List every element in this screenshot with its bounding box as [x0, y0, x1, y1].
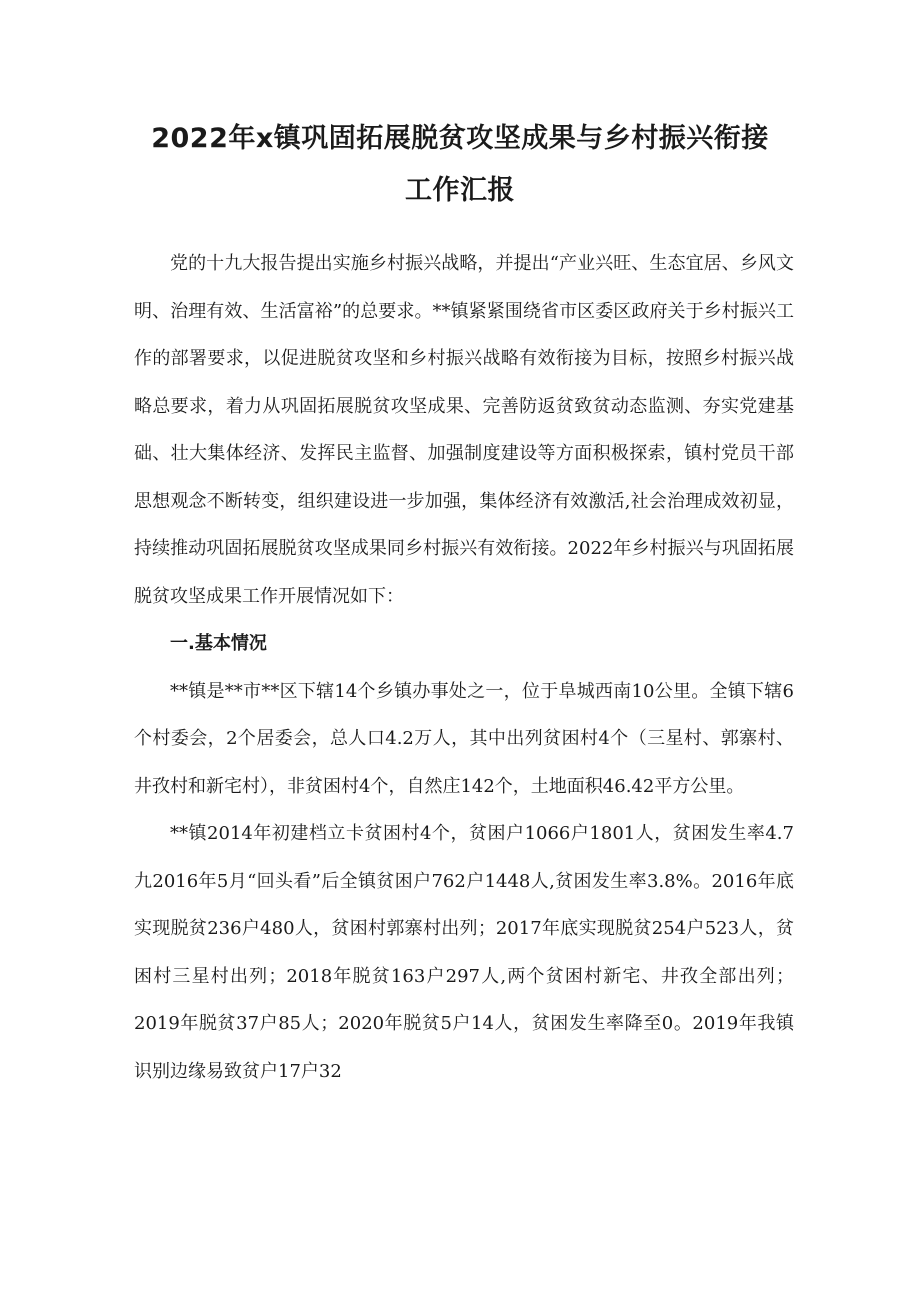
paragraph-intro: 党的十九大报告提出实施乡村振兴战略，并提出“产业兴旺、生态宜居、乡风文明、治理有效、生活富裕”的总要求。**镇紧紧围绕省市区委区政府关于乡村振兴工作的部署要求，以促进脱贫攻坚和乡村振兴战略有效衔接为目标，按照乡村振兴战略总要求，着力从巩固拓展脱贫攻坚成果、完善防返贫致贫动态监测、夯实党建基础、壮大集体经济、发挥民主监督、加强制度建设等方面积极探索，镇村党员干部思想观念不断转变，组织建设进一步加强，集体经济有效激活,社会治理成效初显，持续推动巩固拓展脱贫攻坚成果同乡村振兴有效衔接。2022年乡村振兴与巩固拓展脱贫攻坚成果工作开展情况如下： [134, 253, 794, 607]
paragraph-town-overview: **镇是**市**区下辖14个乡镇办事处之一，位于阜城西南10公里。全镇下辖6个村委会，2个居委会，总人口4.2万人，其中出列贫困村4个（三星村、郭寨村、井孜村和新宅村），非贫困村4个，自然庄142个，土地面积46.42平方公里。 [134, 680, 794, 797]
section-heading-basic-situation: 一.基本情况 [170, 633, 267, 654]
document-body [134, 240, 794, 1095]
document-title-line-2: 工作汇报 [405, 175, 515, 206]
paragraph-poverty-statistics: **镇2014年初建档立卡贫困村4个，贫困户1066户1801人，贫困发生率4.7九2016年5月“回头看”后全镇贫困户762户1448人,贫困发生率3.8%。2016年底实现脱贫236户480人，贫困村郭寨村出列；2017年底实现脱贫254户523人，贫困村三星村出列；2018年脱贫163户297人,两个贫困村新宅、井孜全部出列；2019年脱贫37户85人；2020年脱贫5户14人，贫困发生率降至0。2019年我镇识别边缘易致贫户17户32 [134, 823, 794, 1082]
document-title-line-1: 2022年x镇巩固拓展脱贫攻坚成果与乡村振兴衔接 [151, 123, 769, 154]
